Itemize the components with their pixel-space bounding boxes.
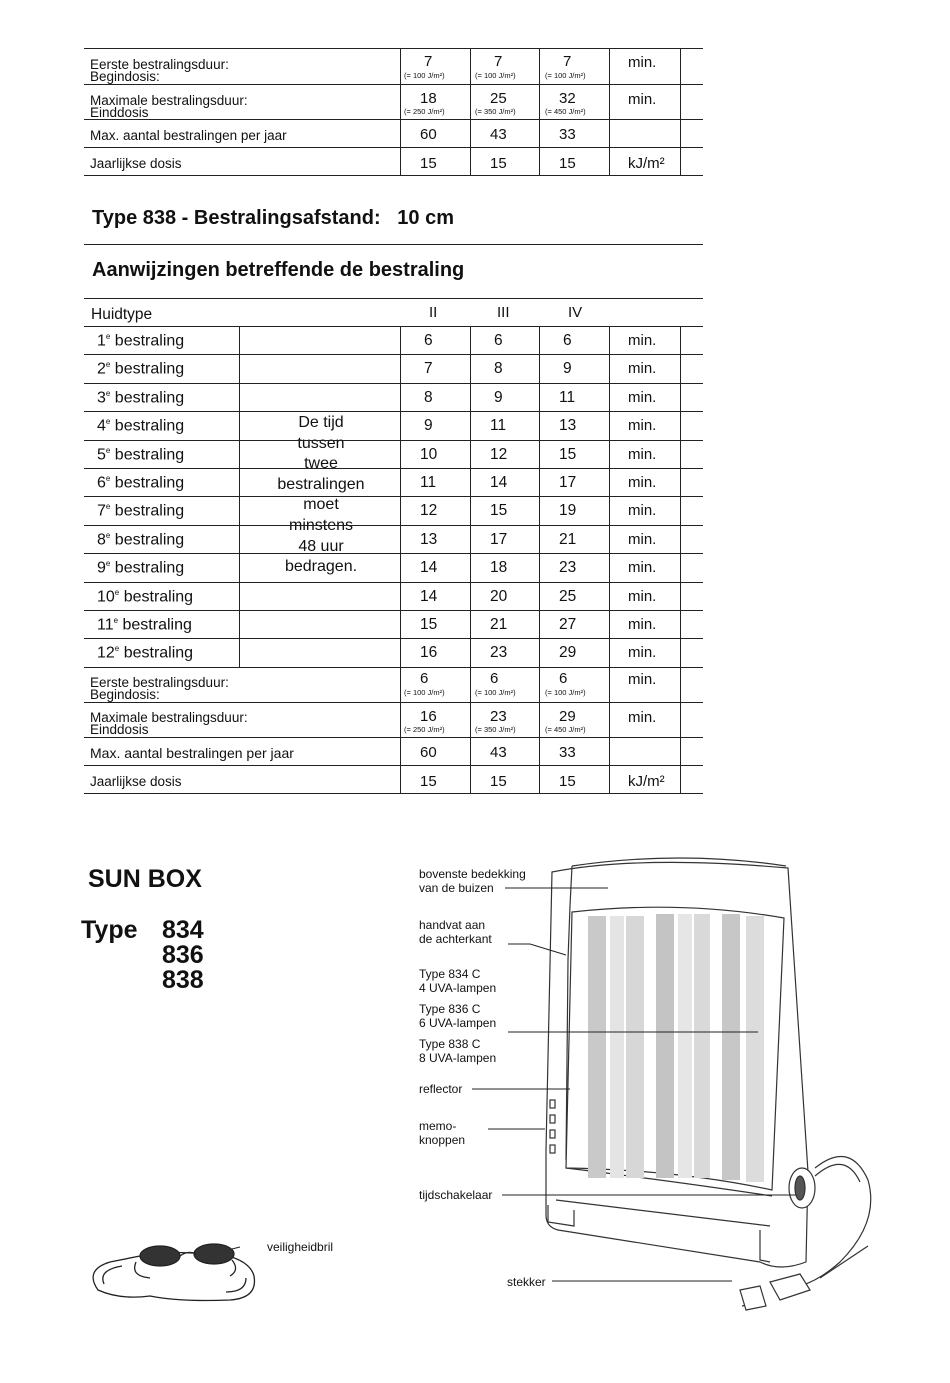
value-II: 60 <box>420 126 437 143</box>
dose-note: (= 100 J/m²) <box>475 71 516 80</box>
value-IV: 29 <box>559 708 576 725</box>
unit: min. <box>628 54 657 71</box>
session-value: 6 <box>494 332 503 349</box>
row-divider <box>84 638 703 639</box>
callout-goggles: veiligheidbril <box>267 1240 334 1254</box>
row-divider <box>84 383 703 384</box>
unit: min. <box>628 91 657 108</box>
callout-type836: Type 836 C 6 UVA-lampen <box>419 1002 497 1030</box>
value-II: 18 <box>420 90 437 107</box>
value-III: 7 <box>494 53 503 70</box>
value-IV: 33 <box>559 744 576 761</box>
exposure-schedule-table <box>84 298 703 794</box>
product-name: SUN BOX <box>88 865 202 893</box>
session-value: 19 <box>559 502 577 520</box>
session-value: 21 <box>490 616 508 633</box>
session-unit: min. <box>628 360 657 378</box>
session-value: 15 <box>559 445 577 463</box>
session-value: 12 <box>420 502 438 520</box>
skin-type-IV: IV <box>568 304 583 321</box>
skin-type-III: III <box>497 304 510 321</box>
session-value: 17 <box>490 530 508 548</box>
session-value: 29 <box>559 644 577 662</box>
session-value: 14 <box>420 587 438 605</box>
row-divider <box>84 354 703 355</box>
session-label: 9e bestraling <box>97 559 185 577</box>
session-value: 6 <box>563 332 572 349</box>
callout-type838: Type 838 C 8 UVA-lampen <box>419 1037 497 1065</box>
row-label: Maximale bestralingsduur: <box>90 93 248 108</box>
session-unit: min. <box>628 417 657 435</box>
row-label: Begindosis: <box>90 69 160 84</box>
row-label: Max. aantal bestralingen per jaar <box>90 745 294 761</box>
session-value: 9 <box>563 360 572 378</box>
session-value: 11 <box>490 417 507 435</box>
type-label: Type <box>81 916 138 944</box>
value-IV: 7 <box>563 53 572 70</box>
session-value: 20 <box>490 587 508 605</box>
unit: min. <box>628 709 657 726</box>
session-unit: min. <box>628 559 657 577</box>
session-value: 23 <box>559 559 577 577</box>
dose-note: (= 450 J/m²) <box>545 107 586 116</box>
session-value: 27 <box>559 616 577 633</box>
session-label: 2e bestraling <box>97 360 185 378</box>
value-III: 43 <box>490 126 507 143</box>
value-III: 25 <box>490 90 507 107</box>
session-value: 13 <box>559 417 577 435</box>
dose-note: (= 100 J/m²) <box>545 688 586 697</box>
session-label: 8e bestraling <box>97 530 185 549</box>
session-unit: min. <box>628 587 657 605</box>
dose-note: (= 450 J/m²) <box>545 725 586 734</box>
row-divider <box>84 582 703 583</box>
value-IV: 15 <box>559 155 576 172</box>
session-unit: min. <box>628 332 657 349</box>
dose-note: (= 350 J/m²) <box>475 107 516 116</box>
session-unit: min. <box>628 644 657 662</box>
session-value: 6 <box>424 332 433 349</box>
callout-top-cover: bovenste bedekking van de buizen <box>419 867 526 895</box>
value-IV: 15 <box>559 773 576 790</box>
dose-note: (= 100 J/m²) <box>545 71 586 80</box>
session-label: 12e bestraling <box>97 644 194 662</box>
session-value: 13 <box>420 530 438 548</box>
session-value: 18 <box>490 559 508 577</box>
session-value: 11 <box>420 474 437 491</box>
session-value: 11 <box>559 388 576 406</box>
value-IV: 32 <box>559 90 576 107</box>
value-III: 15 <box>490 155 507 172</box>
session-value: 14 <box>490 474 508 491</box>
session-value: 9 <box>494 388 503 406</box>
value-III: 6 <box>490 670 499 687</box>
session-value: 23 <box>490 644 508 662</box>
dose-note: (= 100 J/m²) <box>475 688 516 697</box>
row-label: Jaarlijkse dosis <box>90 156 182 171</box>
row-label: Max. aantal bestralingen per jaar <box>90 128 287 143</box>
unit: kJ/m² <box>628 155 665 172</box>
session-label: 5e bestraling <box>97 445 185 463</box>
unit: min. <box>628 671 657 688</box>
session-label: 10e bestraling <box>97 587 194 605</box>
callout-plug: stekker <box>507 1275 546 1289</box>
value-II: 6 <box>420 670 429 687</box>
session-label: 4e bestraling <box>97 417 185 435</box>
callout-timer: tijdschakelaar <box>419 1188 493 1202</box>
row-label: Eerste bestralingsduur: <box>90 57 229 72</box>
row-label: Maximale bestralingsduur: <box>90 710 248 725</box>
session-unit: min. <box>628 445 657 463</box>
callout-handle: handvat aan de achterkant <box>419 918 492 946</box>
value-II: 16 <box>420 708 437 725</box>
callout-reflector: reflector <box>419 1082 463 1096</box>
type-834: 834 <box>162 916 204 944</box>
session-label: 1e bestraling <box>97 332 185 350</box>
session-value: 9 <box>424 417 433 435</box>
session-label: 6e bestraling <box>97 474 185 492</box>
session-value: 15 <box>420 616 438 633</box>
session-unit: min. <box>628 388 657 406</box>
row-divider <box>84 610 703 611</box>
callout-memo: memo- knoppen <box>419 1119 466 1147</box>
row-divider <box>84 525 703 526</box>
skin-type-header: Huidtype <box>91 306 153 323</box>
row-divider <box>84 411 703 412</box>
dosage-table-top <box>84 48 703 176</box>
value-II: 15 <box>420 773 437 790</box>
value-II: 15 <box>420 155 437 172</box>
row-divider <box>84 553 703 554</box>
row-label: Begindosis: <box>90 687 160 702</box>
session-unit: min. <box>628 474 657 491</box>
row-label: Einddosis <box>90 105 149 120</box>
heading-rule <box>84 244 703 245</box>
session-value: 15 <box>490 502 508 520</box>
row-label: Einddosis <box>90 722 149 737</box>
session-unit: min. <box>628 530 657 548</box>
session-value: 17 <box>559 474 577 491</box>
type-836: 836 <box>162 941 204 969</box>
session-value: 14 <box>420 559 438 577</box>
session-label: 3e bestraling <box>97 388 185 407</box>
session-value: 21 <box>559 530 577 548</box>
type-838: 838 <box>162 966 204 994</box>
session-value: 16 <box>420 644 438 662</box>
section-heading: Aanwijzingen betreffende de bestraling <box>92 259 465 281</box>
session-value: 8 <box>494 360 503 378</box>
dose-note: (= 250 J/m²) <box>404 725 445 734</box>
value-III: 43 <box>490 744 507 761</box>
row-divider <box>84 496 703 497</box>
dose-note: (= 100 J/m²) <box>404 688 445 697</box>
type-distance-heading: Type 838 - Bestralingsafstand: 10 cm <box>92 207 454 229</box>
dose-note: (= 250 J/m²) <box>404 107 445 116</box>
value-IV: 6 <box>559 670 568 687</box>
row-label: Eerste bestralingsduur: <box>90 675 229 690</box>
session-label: 11e bestraling <box>97 616 192 634</box>
value-III: 23 <box>490 708 507 725</box>
session-unit: min. <box>628 502 657 520</box>
callout-type834: Type 834 C 4 UVA-lampen <box>419 967 497 995</box>
value-II: 7 <box>424 53 433 70</box>
row-divider <box>84 440 703 441</box>
session-value: 10 <box>420 445 438 463</box>
session-unit: min. <box>628 616 657 633</box>
row-label: Jaarlijkse dosis <box>90 774 182 789</box>
session-label: 7e bestraling <box>97 502 185 520</box>
session-value: 12 <box>490 445 508 463</box>
session-value: 8 <box>424 388 433 406</box>
dose-note: (= 100 J/m²) <box>404 71 445 80</box>
value-III: 15 <box>490 773 507 790</box>
session-value: 7 <box>424 360 433 378</box>
value-IV: 33 <box>559 126 576 143</box>
skin-type-II: II <box>429 304 438 321</box>
session-value: 25 <box>559 587 577 605</box>
unit: kJ/m² <box>628 773 665 790</box>
value-II: 60 <box>420 744 437 761</box>
interval-note: De tijd tussen twee bestralingen moet minstens 48 uur bedragen. <box>277 414 365 576</box>
dose-note: (= 350 J/m²) <box>475 725 516 734</box>
row-divider <box>84 468 703 469</box>
